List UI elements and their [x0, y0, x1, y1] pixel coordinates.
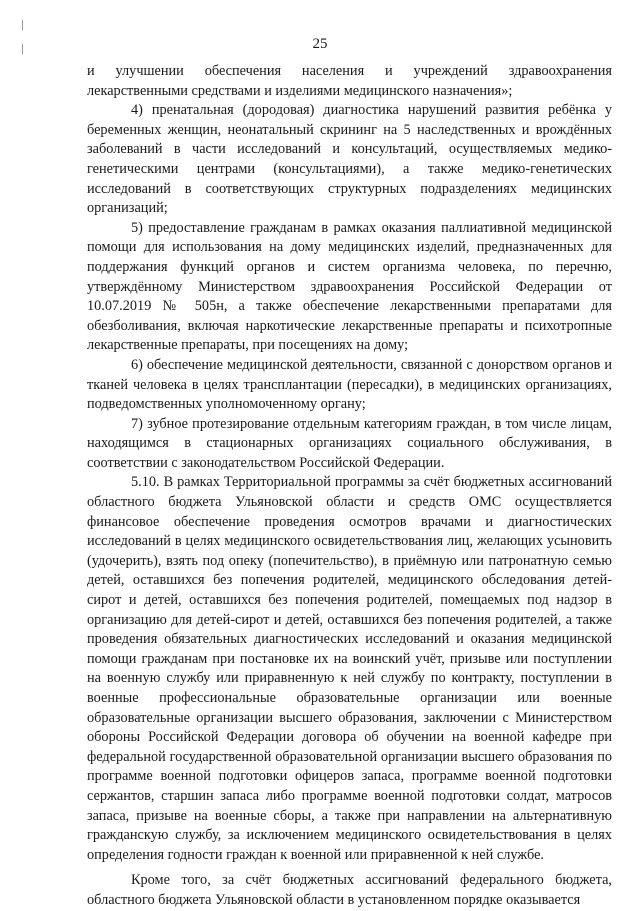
- closing-paragraph: Кроме того, за счёт бюджетных ассигнований федерального бюджета, областного бюджета Ульяновской области в установленном порядке оказывается: [87, 872, 612, 908]
- list-item-5: 5) предоставление гражданам в рамках оказания паллиативной медицинской помощи для использования на дому медицинских изделий, предназначенных для поддержания функций органов и систем организма человека, по перечню, утверждённому Министерством здравоохранения Российской Федерации от 10.07.2019 № 505н, а также обеспечение лекарственными препаратами для обезболивания, включая наркотические лекарственные препараты и психотропные лекарственные препараты, при посещениях на дому;: [87, 219, 612, 354]
- scan-mark-top: [22, 20, 23, 30]
- list-item-7: 7) зубное протезирование отдельным категориям граждан, в том числе лицам, находящимся в стационарных организациях социального обслуживания, в соответствии с законодательством Российской Федерации.: [87, 415, 612, 471]
- document-body: [87, 62, 612, 911]
- list-item-6: 6) обеспечение медицинской деятельности, связанной с донорством органов и тканей человека в целях трансплантации (пересадки), в медицинских организациях, подведомственных уполномоченному органу;: [87, 356, 612, 413]
- section-5-10: 5.10. В рамках Территориальной программы за счёт бюджетных ассигнований областного бюджета Ульяновской области и средств ОМС осуществляется финансовое обеспечение проведения осмотров врачами и диагностических исследований в целях медицинского освидетельствования лиц, желающих усыновить (удочерить), взять под опеку (попечительство), в приёмную или патронатную семью детей, оставшихся без попечения родителей, медицинского обследования детей-сирот и детей, оставшихся без попечения родителей, помещаемых под надзор в организацию для детей-сирот и детей, оставшихся без попечения родителей, а также проведения обязательных диагностических исследований и оказания медицинской помощи гражданам при постановке их на воинский учёт, призыве или поступлении на военную службу или приравненную к ней службу по контракту, поступлении в военные профессиональные образовательные организации или военные образовательные организации высшего образования, заключении с Министерством обороны Российской Федерации договора об обучении на военной кафедре при федеральной государственной образовательной организации высшего образования по программе военной подготовки офицеров запаса, программе военной подготовки сержантов, старшин запаса либо программе военной подготовки солдат, матросов запаса, призыве на военные сборы, а также при направлении на альтернативную гражданскую службу, за исключением медицинского освидетельствования в целях определения годности граждан к военной или приравненной к ней службе.: [87, 474, 612, 863]
- paragraph-continuation: и улучшении обеспечения населения и учреждений здравоохранения лекарственными средствами и изделиями медицинского назначения»;: [87, 63, 612, 99]
- scan-mark-mid: [22, 44, 23, 54]
- list-item-4: 4) пренатальная (дородовая) диагностика нарушений развития ребёнка у беременных женщин, неонатальный скрининг на 5 наследственных и врождённых заболеваний в части исследований и консультаций, осуществляемых медико-генетическими центрами (консультациями), а также медико-генетических исследований в соответствующих структурных подразделениях медицинских организаций;: [87, 102, 612, 217]
- page-number: 25: [312, 36, 328, 52]
